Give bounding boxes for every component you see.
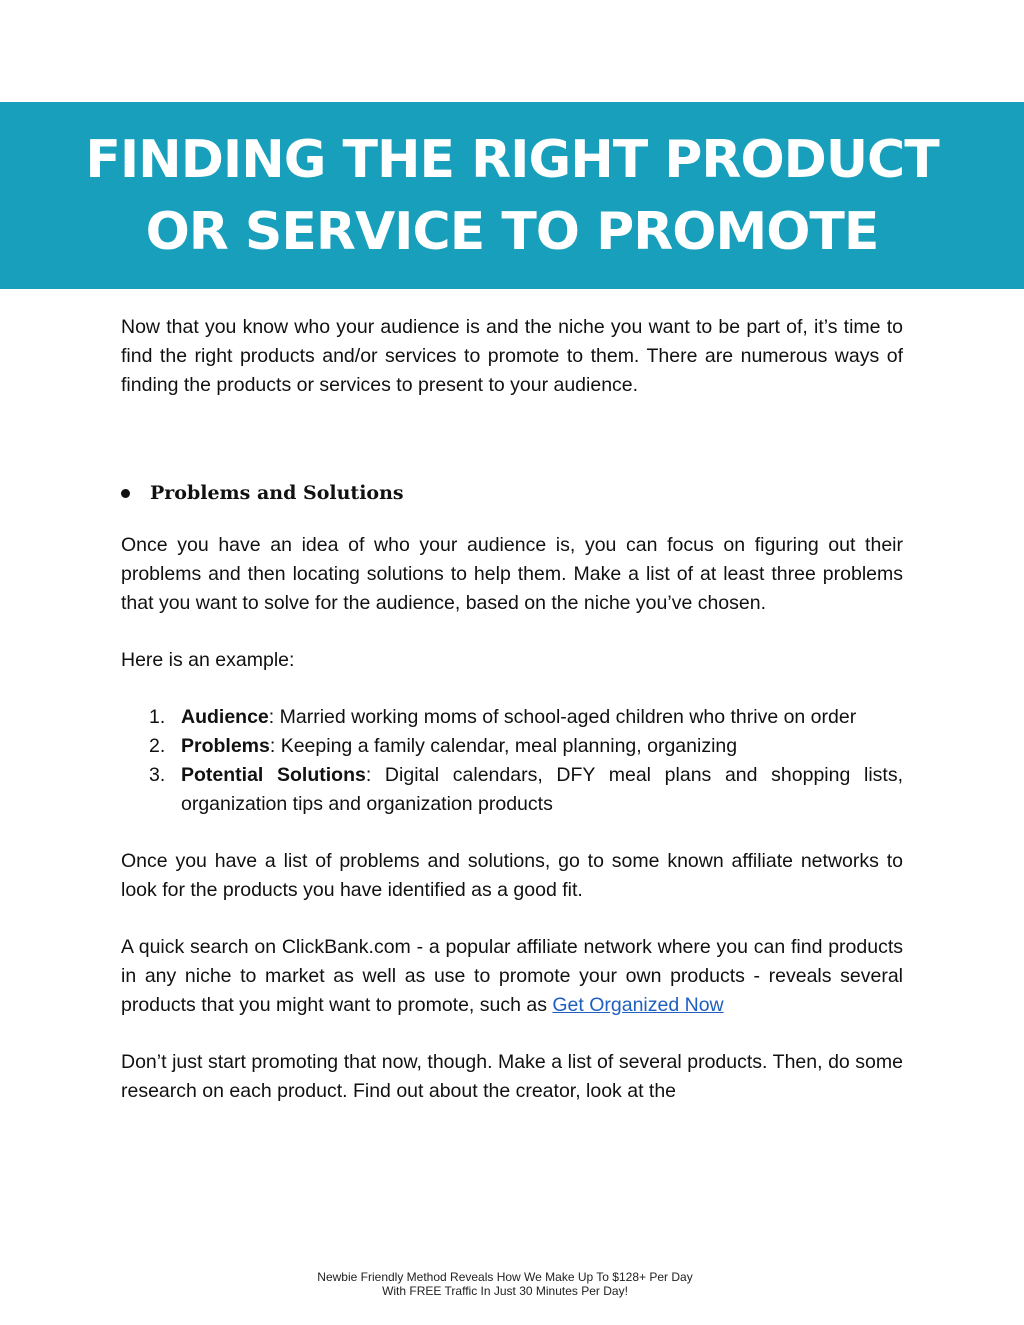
paragraph-networks: Once you have a list of problems and solutions, go to some known affiliate networks to look for the products you have identified as a good fit. xyxy=(121,850,903,901)
list-item-text: : Married working moms of school-aged children who thrive on order xyxy=(268,706,857,728)
section-heading xyxy=(121,479,903,508)
list-item-number: 2. xyxy=(149,735,166,757)
footer-line-1: Newbie Friendly Method Reveals How We Make Up To $128+ Per Day xyxy=(317,1270,693,1284)
list-item-number: 3. xyxy=(149,764,166,786)
bullet-icon xyxy=(121,489,130,498)
list-item-label: Potential Solutions xyxy=(181,764,366,786)
footer-line-2: With FREE Traffic In Just 30 Minutes Per Day! xyxy=(382,1284,628,1298)
footer xyxy=(0,1270,1010,1298)
paragraph-clickbank-text: A quick search on ClickBank.com - a popular affiliate network where you can find products in any niche to market as well as use to promote your own products - reveals several products that you might want to promote, such as xyxy=(121,936,903,1016)
paragraph-clickbank xyxy=(121,933,903,1020)
example-intro: Here is an example: xyxy=(121,649,295,671)
list-item-number: 1. xyxy=(149,706,166,728)
paragraph-problems: Once you have an idea of who your audience is, you can focus on figuring out their problems and then locating solutions to help them. Make a list of at least three problems that you want to solve for the audience, based on the niche you’ve chosen. xyxy=(121,534,903,614)
list-item xyxy=(121,732,903,761)
list-item xyxy=(121,703,903,732)
list-item-label: Audience xyxy=(181,706,269,728)
intro-paragraph: Now that you know who your audience is and the niche you want to be part of, it’s time to find the right products and/or services to promote to them. There are numerous ways of finding the products or services to present to your audience. xyxy=(121,316,903,396)
list-item-text: : Keeping a family calendar, meal planning, organizing xyxy=(269,735,738,757)
paragraph-research: Don’t just start promoting that now, though. Make a list of several products. Then, do some research on each product. Find out about the creator, look at the xyxy=(121,1051,903,1102)
page-title-line-1: FINDING THE RIGHT PRODUCT xyxy=(85,129,939,190)
title-banner xyxy=(0,102,1024,289)
document-body xyxy=(121,313,903,1106)
list-item-label: Problems xyxy=(181,735,270,757)
list-item-text: : Digital calendars, DFY meal plans and shopping lists, organization tips and organization products xyxy=(181,764,903,815)
page-title-line-2: OR SERVICE TO PROMOTE xyxy=(145,201,879,262)
section-heading-text: Problems and Solutions xyxy=(150,482,404,504)
list-item xyxy=(121,761,903,819)
example-list xyxy=(121,703,903,819)
get-organized-now-link[interactable]: Get Organized Now xyxy=(552,994,724,1016)
